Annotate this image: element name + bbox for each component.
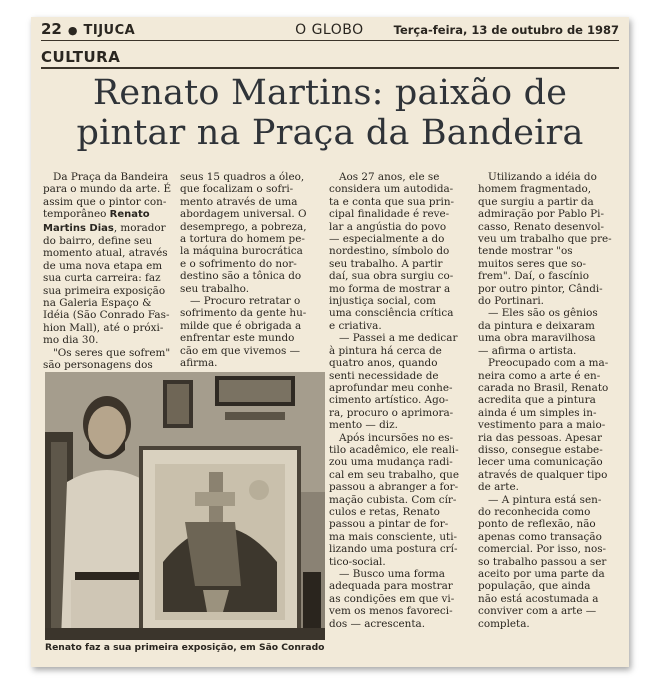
newspaper-clipping xyxy=(31,17,629,667)
col4-line: população, que ainda xyxy=(478,580,591,593)
col4-line: disso, consegue estabe- xyxy=(478,443,603,456)
col2-line: la máquina burocrática xyxy=(180,245,303,258)
col3-line: à pintura há cerca de xyxy=(329,344,442,357)
headline xyxy=(41,73,619,153)
col4-line: que surgiu a partir da xyxy=(478,195,594,208)
col3-line: cimento artístico. Ago- xyxy=(329,394,449,407)
publication-date: Terça-feira, 13 de outubro de 1987 xyxy=(393,23,619,37)
col3-line: mo forma de mostrar a xyxy=(329,282,451,295)
col4-line: ainda é um simples in- xyxy=(478,406,597,419)
col1-line: sua primeira exposição xyxy=(43,284,166,297)
col3-line: zou uma mudança radi- xyxy=(329,456,453,469)
col1-line: Idéia (São Conrado Fas- xyxy=(43,309,170,322)
artist-name-last: Martins Dias xyxy=(43,222,114,234)
col4-line: da pintura e deixaram xyxy=(478,319,595,332)
col1-line: na Galeria Espaço & xyxy=(43,297,152,310)
page-number: 22 xyxy=(41,20,62,38)
col4-line: uma obra maravilhosa xyxy=(478,332,596,345)
col4-line: — A pintura está sen- xyxy=(488,493,602,506)
col4-line: muitos seres que so- xyxy=(478,257,587,270)
col2-line: milde que é obrigada a xyxy=(180,319,302,332)
col1-line: do bairro, define seu xyxy=(43,235,153,248)
col4-line: admiração por Pablo Pi- xyxy=(478,208,605,221)
col4-line: homem fragmentado, xyxy=(478,183,592,196)
newspaper-name: O GLOBO xyxy=(295,22,364,38)
col4-line: Utilizando a idéia do xyxy=(488,171,597,183)
section-name: TIJUCA xyxy=(83,23,136,38)
col2-line: cão em que vivemos — xyxy=(180,344,301,357)
col3-line: aprofundar meu conhe- xyxy=(329,381,453,394)
col3-line: mento — diz. xyxy=(329,419,398,432)
col3-line: nordestino, símbolo do xyxy=(329,245,450,258)
col3-line: Após incursões no es- xyxy=(339,431,454,444)
col1-line xyxy=(43,222,175,235)
col1-line: momento atual, através xyxy=(43,247,168,260)
col3-line: tilo acadêmico, ele reali- xyxy=(329,443,459,456)
col3-line: cipal finalidade é reve- xyxy=(329,208,450,221)
col4-line: casso, Renato desenvol- xyxy=(478,220,605,233)
artist-name-first: Renato xyxy=(109,209,150,221)
col3-line: passou a pintar de for- xyxy=(329,518,449,531)
col1-line: para o mundo da arte. É xyxy=(43,183,172,196)
col1-text: temporâneo xyxy=(43,208,107,221)
col3-line: ma mais consciente, uti- xyxy=(329,530,458,543)
col4-line: do reconhecida como xyxy=(478,505,591,518)
section-bullet-icon: ● xyxy=(67,24,78,37)
col4-line: carada no Brasil, Renato xyxy=(478,381,609,394)
col2-line: que focalizam o sofri- xyxy=(180,183,294,196)
headline-line-1: Renato Martins: paixão de xyxy=(92,73,568,113)
col2-line: abordagem universal. O xyxy=(180,208,307,221)
col4-line: frem". Daí, o fascínio xyxy=(478,270,589,283)
col4-line: comercial. Por isso, nos- xyxy=(478,543,607,556)
col2-line: a tortura do homem pe- xyxy=(180,233,305,246)
col4-line: aceito por uma parte da xyxy=(478,568,605,580)
photo-illustration xyxy=(45,372,325,640)
col3-line: — Passei a me dedicar xyxy=(339,332,458,345)
col4-line: de arte. xyxy=(478,481,519,494)
col4-line: apenas como transação xyxy=(478,530,602,543)
col2-line: afirma. xyxy=(180,357,218,370)
col1-line: de uma nova etapa em xyxy=(43,259,163,272)
col2-line: desemprego, a pobreza, xyxy=(180,220,307,233)
article-column-2 xyxy=(180,171,324,370)
headline-line-2: pintar na Praça da Bandeira xyxy=(76,113,584,153)
col1-line: hion Mall), até o próxi- xyxy=(43,321,164,334)
col4-line: Preocupado com a ma- xyxy=(488,357,609,370)
col4-line: so trabalho passou a ser xyxy=(478,555,607,568)
col1-text: , morador xyxy=(113,221,166,234)
col4-line: lecer uma comunicação xyxy=(478,456,603,469)
col1-line: "Os seres que sofrem" xyxy=(53,346,171,359)
col2-line: — Procuro retratar o xyxy=(190,295,301,308)
col4-line: conviver com a arte — xyxy=(478,605,597,618)
col3-line: quatro anos, quando xyxy=(329,357,438,370)
col4-line: neira como a arte é en- xyxy=(478,369,601,382)
rubric-row xyxy=(41,47,619,69)
col1-line: Da Praça da Bandeira xyxy=(53,171,169,183)
col1-line: assim que o pintor con- xyxy=(43,195,167,208)
col3-line: seu trabalho. A partir xyxy=(329,257,443,270)
col3-line: as condições em que vi- xyxy=(329,592,455,605)
col3-line: Aos 27 anos, ele se xyxy=(339,171,440,183)
col4-line: acredita que a pintura xyxy=(478,394,596,407)
col2-line: seus 15 quadros a óleo, xyxy=(180,171,305,183)
col4-line: através de qualquer tipo xyxy=(478,468,608,481)
col3-line: cal em seu trabalho, que xyxy=(329,468,459,481)
col4-line: do Portinari. xyxy=(478,295,544,308)
col3-line: — Busco uma forma xyxy=(339,568,445,580)
col2-line: sofrimento da gente hu- xyxy=(180,307,307,320)
col3-line: passou a abranger a for- xyxy=(329,481,459,494)
col4-line: completa. xyxy=(478,617,530,630)
article-column-3 xyxy=(329,171,473,630)
col4-line: veu um trabalho que pre- xyxy=(478,233,612,246)
article-column-4 xyxy=(478,171,618,630)
col3-line: lar a angústia do povo xyxy=(329,220,447,233)
col3-line: injustiça social, com xyxy=(329,295,436,308)
col2-line: seu trabalho. xyxy=(180,282,250,295)
col3-line: tico-social. xyxy=(329,555,386,568)
col4-line: tende mostrar "os xyxy=(478,245,573,258)
col3-line: uma consciência crítica xyxy=(329,307,454,320)
col1-line: mo dia 30. xyxy=(43,334,99,347)
col1-line: sua curta carreira: faz xyxy=(43,272,161,285)
col3-line: daí, sua obra surgiu co- xyxy=(329,270,454,283)
col2-line: destino são a tônica do xyxy=(180,270,302,283)
col3-line: mação cubista. Com cír- xyxy=(329,493,457,506)
col4-line: ponto de reflexão, não xyxy=(478,518,596,531)
artist-photo xyxy=(45,372,325,640)
col3-line: vem os menos favoreci- xyxy=(329,605,453,618)
col3-line: ra, procuro o aprimora- xyxy=(329,406,454,419)
col3-line: lizando uma postura crí- xyxy=(329,543,458,556)
col3-line: e criativa. xyxy=(329,319,382,332)
col4-line: ria das pessoas. Apesar xyxy=(478,431,602,444)
col1-line xyxy=(43,208,175,221)
col3-line: adequada para mostrar xyxy=(329,580,453,593)
col2-line: e o sofrimento do nor- xyxy=(180,257,297,270)
col3-line: culos e retas, Renato xyxy=(329,505,440,518)
col2-line: mento através de uma xyxy=(180,195,298,208)
col3-line: ta e conta que sua prin- xyxy=(329,195,455,208)
masthead xyxy=(41,21,619,41)
col1-line: são personagens dos xyxy=(43,359,153,372)
section-rubric: CULTURA xyxy=(41,48,121,66)
col3-line: — especialmente a do xyxy=(329,233,445,246)
article-column-1 xyxy=(43,171,175,372)
photo-caption: Renato faz a sua primeira exposição, em São Conrado xyxy=(45,642,325,653)
col3-line: senti necessidade de xyxy=(329,369,439,382)
col2-line: enfrentar este mundo xyxy=(180,332,295,345)
col4-line: não está acostumada a xyxy=(478,592,599,605)
col4-line: — afirma o artista. xyxy=(478,344,577,357)
col4-line: por outro pintor, Cândi- xyxy=(478,282,603,295)
col4-line: vestimento para a maio- xyxy=(478,419,606,432)
col4-line: — Eles são os gênios xyxy=(488,307,598,320)
col3-line: considera um autodida- xyxy=(329,183,454,196)
col3-line: dos — acrescenta. xyxy=(329,617,426,630)
